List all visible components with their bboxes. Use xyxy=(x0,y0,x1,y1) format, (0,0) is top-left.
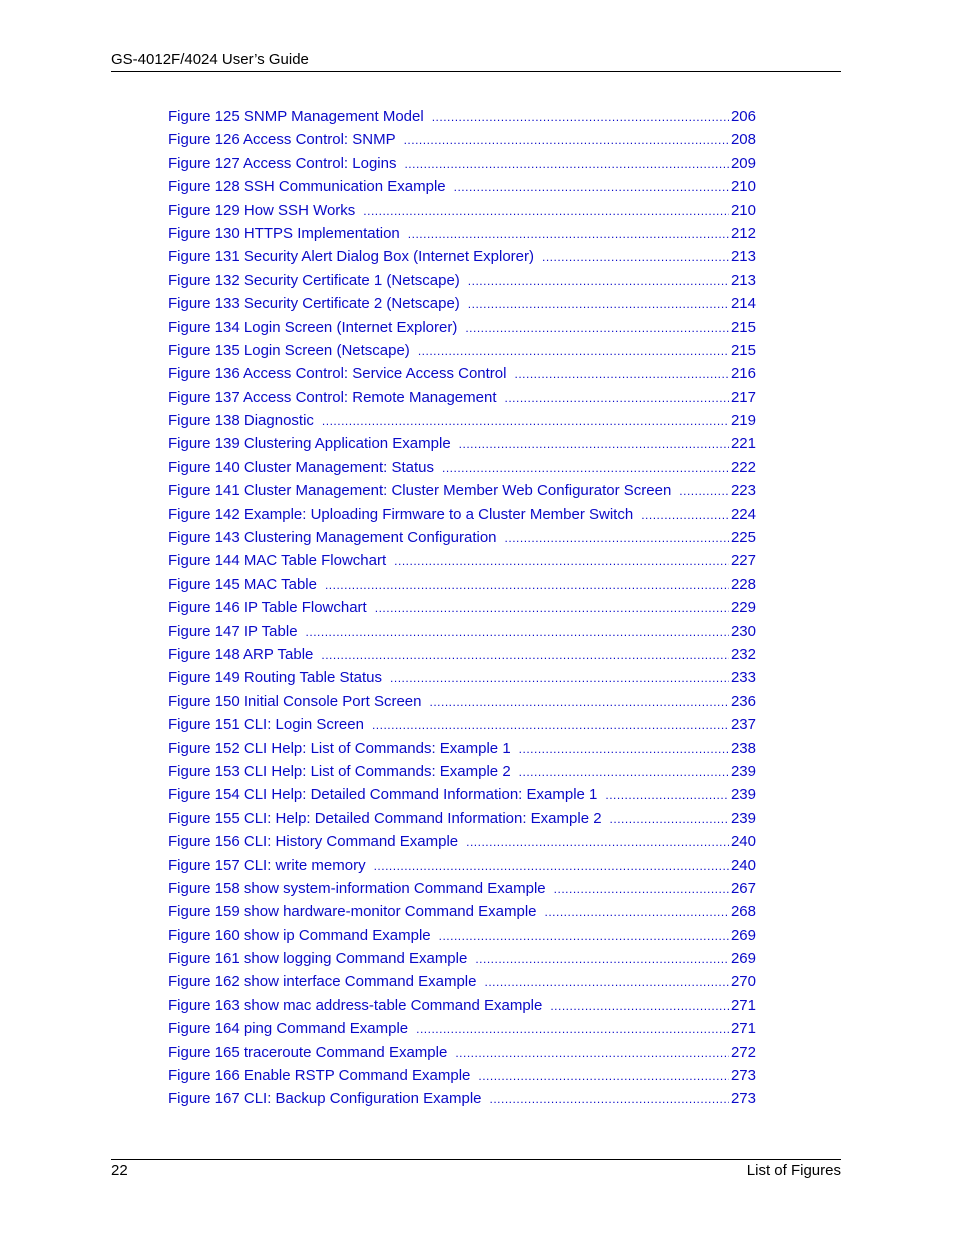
dot-leader xyxy=(542,246,729,269)
toc-entry-page-number: 239 xyxy=(730,809,756,827)
toc-entry-page-number: 230 xyxy=(730,622,756,640)
toc-entry-page-number: 232 xyxy=(730,645,756,663)
toc-entry-page-number: 213 xyxy=(730,271,756,289)
toc-entry-link[interactable] xyxy=(168,1017,756,1040)
toc-entry-link[interactable] xyxy=(168,994,756,1017)
toc-entry-page-number: 208 xyxy=(730,131,756,149)
toc-entry-page-number: 215 xyxy=(730,341,756,359)
dot-leader xyxy=(468,270,729,293)
toc-entry-page-number: 222 xyxy=(730,458,756,476)
dot-leader xyxy=(404,129,729,152)
toc-entry-link[interactable] xyxy=(168,175,756,198)
toc-entry-link[interactable] xyxy=(168,970,756,993)
dot-leader xyxy=(390,667,729,690)
toc-entry-link[interactable] xyxy=(168,947,756,970)
toc-entry-link[interactable] xyxy=(168,549,756,572)
toc-entry-link[interactable] xyxy=(168,479,756,502)
dot-leader xyxy=(375,597,729,620)
toc-entry-page-number: 212 xyxy=(730,224,756,242)
dot-leader xyxy=(429,691,728,714)
toc-entry-label: Figure 125 SNMP Management Model xyxy=(168,108,424,125)
footer-section-title: List of Figures xyxy=(746,1162,841,1179)
dot-leader xyxy=(610,808,729,831)
toc-entry-label: Figure 141 Cluster Management: Cluster Member Web Configurator Screen xyxy=(168,482,672,500)
toc-entry-link[interactable] xyxy=(168,924,756,947)
dot-leader xyxy=(505,387,729,410)
dot-leader xyxy=(466,831,729,854)
toc-entry-link[interactable] xyxy=(168,807,756,830)
toc-entry-page-number: 213 xyxy=(730,248,756,266)
toc-entry-page-number: 225 xyxy=(730,529,756,547)
toc-entry-link[interactable] xyxy=(168,900,756,923)
dot-leader xyxy=(404,153,729,176)
dot-leader xyxy=(468,293,729,316)
toc-entry-page-number: 210 xyxy=(730,201,756,219)
dot-leader xyxy=(416,1018,729,1041)
dot-leader xyxy=(550,995,729,1018)
toc-entry-label: Figure 129 How SSH Works xyxy=(168,201,356,219)
toc-entry-link[interactable] xyxy=(168,152,756,175)
toc-entry-link[interactable] xyxy=(168,1064,756,1087)
dot-leader xyxy=(519,738,729,761)
toc-entry-label: Figure 149 Routing Table Status xyxy=(168,669,383,687)
toc-entry-page-number: 268 xyxy=(730,903,756,921)
toc-entry-page-number: 219 xyxy=(730,412,756,430)
dot-leader xyxy=(519,761,729,784)
dot-leader xyxy=(321,644,729,667)
toc-entry-label: Figure 161 show logging Command Example xyxy=(168,950,468,968)
toc-entry-link[interactable] xyxy=(168,854,756,877)
list-of-figures xyxy=(168,105,756,1111)
toc-entry-link[interactable] xyxy=(168,690,756,713)
dot-leader xyxy=(306,621,729,644)
toc-entry-link[interactable] xyxy=(168,456,756,479)
dot-leader xyxy=(374,855,729,878)
toc-entry-page-number: 216 xyxy=(730,365,756,383)
toc-entry-label: Figure 156 CLI: History Command Example xyxy=(168,833,459,851)
toc-entry-label: Figure 134 Login Screen (Internet Explorer) xyxy=(168,318,458,336)
toc-entry-label: Figure 140 Cluster Management: Status xyxy=(168,458,434,476)
toc-entry-page-number: 214 xyxy=(730,295,756,313)
toc-entry-page-number: 237 xyxy=(730,716,756,734)
toc-entry-page-number: 270 xyxy=(730,973,756,991)
toc-entry-page-number: 224 xyxy=(730,505,756,523)
footer-page-number: 22 xyxy=(111,1162,128,1179)
toc-entry-label: Figure 154 CLI Help: Detailed Command Information: Example 1 xyxy=(168,786,598,804)
toc-entry-label: Figure 133 Security Certificate 2 (Netscape) xyxy=(168,295,460,313)
dot-leader xyxy=(465,317,729,340)
toc-entry-label: Figure 164 ping Command Example xyxy=(168,1020,409,1038)
toc-entry-page-number: 223 xyxy=(730,482,756,500)
toc-entry-label: Figure 137 Access Control: Remote Management xyxy=(168,388,497,406)
toc-entry-label: Figure 136 Access Control: Service Access Control xyxy=(168,365,507,383)
dot-leader xyxy=(475,948,729,971)
toc-entry-label: Figure 128 SSH Communication Example xyxy=(168,178,446,196)
toc-entry-page-number: 238 xyxy=(730,739,756,757)
toc-entry-label: Figure 144 MAC Table Flowchart xyxy=(168,552,387,570)
toc-entry-page-number: 240 xyxy=(730,856,756,874)
toc-entry-label: Figure 155 CLI: Help: Detailed Command Information: Example 2 xyxy=(168,809,602,827)
dot-leader xyxy=(322,410,729,433)
dot-leader xyxy=(325,574,729,597)
toc-entry-link[interactable] xyxy=(168,362,756,385)
toc-entry-page-number: 271 xyxy=(730,1020,756,1038)
toc-entry-page-number: 273 xyxy=(730,1067,756,1085)
toc-entry-page-number: 215 xyxy=(730,318,756,336)
toc-entry-page-number: 209 xyxy=(730,154,756,172)
toc-entry-page-number: 228 xyxy=(730,575,756,593)
dot-leader xyxy=(490,1088,729,1111)
toc-entry-link[interactable] xyxy=(168,409,756,432)
toc-entry-link[interactable] xyxy=(168,783,756,806)
toc-entry-link[interactable] xyxy=(168,316,756,339)
dot-leader xyxy=(459,433,729,456)
toc-entry-link[interactable] xyxy=(168,830,756,853)
toc-entry-label: Figure 135 Login Screen (Netscape) xyxy=(168,341,410,359)
toc-entry-page-number: 210 xyxy=(730,178,756,196)
toc-entry-label: Figure 131 Security Alert Dialog Box (Internet Explorer) xyxy=(168,248,534,266)
toc-entry-label: Figure 138 Diagnostic xyxy=(168,412,314,430)
toc-entry-link[interactable] xyxy=(168,737,756,760)
toc-entry-link[interactable] xyxy=(168,760,756,783)
toc-entry-label: Figure 132 Security Certificate 1 (Netscape) xyxy=(168,271,460,289)
toc-entry-link[interactable] xyxy=(168,596,756,619)
toc-entry-label: Figure 126 Access Control: SNMP xyxy=(168,131,396,149)
toc-entry-label: Figure 166 Enable RSTP Command Example xyxy=(168,1067,471,1085)
toc-entry-page-number: 206 xyxy=(730,108,756,125)
toc-entry-page-number: 227 xyxy=(730,552,756,570)
dot-leader xyxy=(679,480,729,503)
toc-entry-label: Figure 160 show ip Command Example xyxy=(168,926,431,944)
dot-leader xyxy=(505,527,729,550)
dot-leader xyxy=(455,1042,729,1065)
toc-entry-label: Figure 162 show interface Command Example xyxy=(168,973,477,991)
toc-entry-link[interactable] xyxy=(168,620,756,643)
toc-entry-page-number: 229 xyxy=(730,599,756,617)
toc-entry-label: Figure 130 HTTPS Implementation xyxy=(168,224,400,242)
toc-entry-link[interactable] xyxy=(168,128,756,151)
toc-entry-label: Figure 153 CLI Help: List of Commands: Example 2 xyxy=(168,762,511,780)
toc-entry-link[interactable] xyxy=(168,292,756,315)
toc-entry-label: Figure 151 CLI: Login Screen xyxy=(168,716,364,734)
toc-entry-label: Figure 139 Clustering Application Example xyxy=(168,435,451,453)
toc-entry-link[interactable] xyxy=(168,199,756,222)
toc-entry-label: Figure 152 CLI Help: List of Commands: Example 1 xyxy=(168,739,511,757)
dot-leader xyxy=(439,925,729,948)
toc-entry-label: Figure 145 MAC Table xyxy=(168,575,317,593)
dot-leader xyxy=(363,200,729,223)
toc-entry-label: Figure 142 Example: Uploading Firmware to a Cluster Member Switch xyxy=(168,505,634,523)
dot-leader xyxy=(484,971,728,994)
toc-entry-link[interactable] xyxy=(168,432,756,455)
toc-entry-label: Figure 143 Clustering Management Configuration xyxy=(168,529,497,547)
toc-entry-link[interactable] xyxy=(168,105,756,128)
toc-entry-label: Figure 158 show system-information Command Example xyxy=(168,879,546,897)
header-rule xyxy=(111,71,841,72)
dot-leader xyxy=(605,784,729,807)
toc-entry-page-number: 269 xyxy=(730,950,756,968)
page-header-title: GS-4012F/4024 User’s Guide xyxy=(111,51,309,68)
toc-entry-page-number: 217 xyxy=(730,388,756,406)
dot-leader xyxy=(394,550,729,573)
dot-leader xyxy=(442,457,729,480)
toc-entry-label: Figure 167 CLI: Backup Configuration Example xyxy=(168,1090,482,1108)
dot-leader xyxy=(432,106,729,129)
toc-entry-link[interactable] xyxy=(168,386,756,409)
toc-entry-page-number: 236 xyxy=(730,692,756,710)
toc-entry-page-number: 271 xyxy=(730,996,756,1014)
toc-entry-page-number: 272 xyxy=(730,1043,756,1061)
dot-leader xyxy=(372,714,729,737)
toc-entry-label: Figure 127 Access Control: Logins xyxy=(168,154,397,172)
toc-entry-link[interactable] xyxy=(168,877,756,900)
toc-entry-page-number: 221 xyxy=(730,435,756,453)
toc-entry-label: Figure 147 IP Table xyxy=(168,622,298,640)
toc-entry-page-number: 240 xyxy=(730,833,756,851)
toc-entry-label: Figure 148 ARP Table xyxy=(168,645,314,663)
toc-entry-link[interactable] xyxy=(168,643,756,666)
toc-entry-page-number: 267 xyxy=(730,879,756,897)
dot-leader xyxy=(408,223,729,246)
dot-leader xyxy=(478,1065,729,1088)
dot-leader xyxy=(454,176,729,199)
toc-entry-link[interactable] xyxy=(168,269,756,292)
toc-entry-link[interactable] xyxy=(168,339,756,362)
toc-entry-link[interactable] xyxy=(168,245,756,268)
dot-leader xyxy=(554,878,729,901)
toc-entry-page-number: 273 xyxy=(730,1090,756,1108)
toc-entry-link[interactable] xyxy=(168,526,756,549)
toc-entry-link[interactable] xyxy=(168,222,756,245)
footer-rule xyxy=(111,1159,841,1160)
toc-entry-label: Figure 157 CLI: write memory xyxy=(168,856,366,874)
toc-entry-label: Figure 150 Initial Console Port Screen xyxy=(168,692,422,710)
toc-entry-page-number: 233 xyxy=(730,669,756,687)
toc-entry-label: Figure 165 traceroute Command Example xyxy=(168,1043,448,1061)
toc-entry-page-number: 269 xyxy=(730,926,756,944)
toc-entry-page-number: 239 xyxy=(730,762,756,780)
toc-entry-label: Figure 146 IP Table Flowchart xyxy=(168,599,367,617)
toc-entry-link[interactable] xyxy=(168,1087,756,1110)
toc-entry-page-number: 239 xyxy=(730,786,756,804)
dot-leader xyxy=(545,901,729,924)
toc-entry-link[interactable] xyxy=(168,666,756,689)
dot-leader xyxy=(418,340,729,363)
dot-leader xyxy=(641,504,729,527)
toc-entry-label: Figure 159 show hardware-monitor Command Example xyxy=(168,903,537,921)
toc-entry-link[interactable] xyxy=(168,573,756,596)
dot-leader xyxy=(514,363,728,386)
toc-entry-link[interactable] xyxy=(168,1041,756,1064)
toc-entry-link[interactable] xyxy=(168,713,756,736)
toc-entry-label: Figure 163 show mac address-table Command Example xyxy=(168,996,543,1014)
toc-entry-link[interactable] xyxy=(168,503,756,526)
